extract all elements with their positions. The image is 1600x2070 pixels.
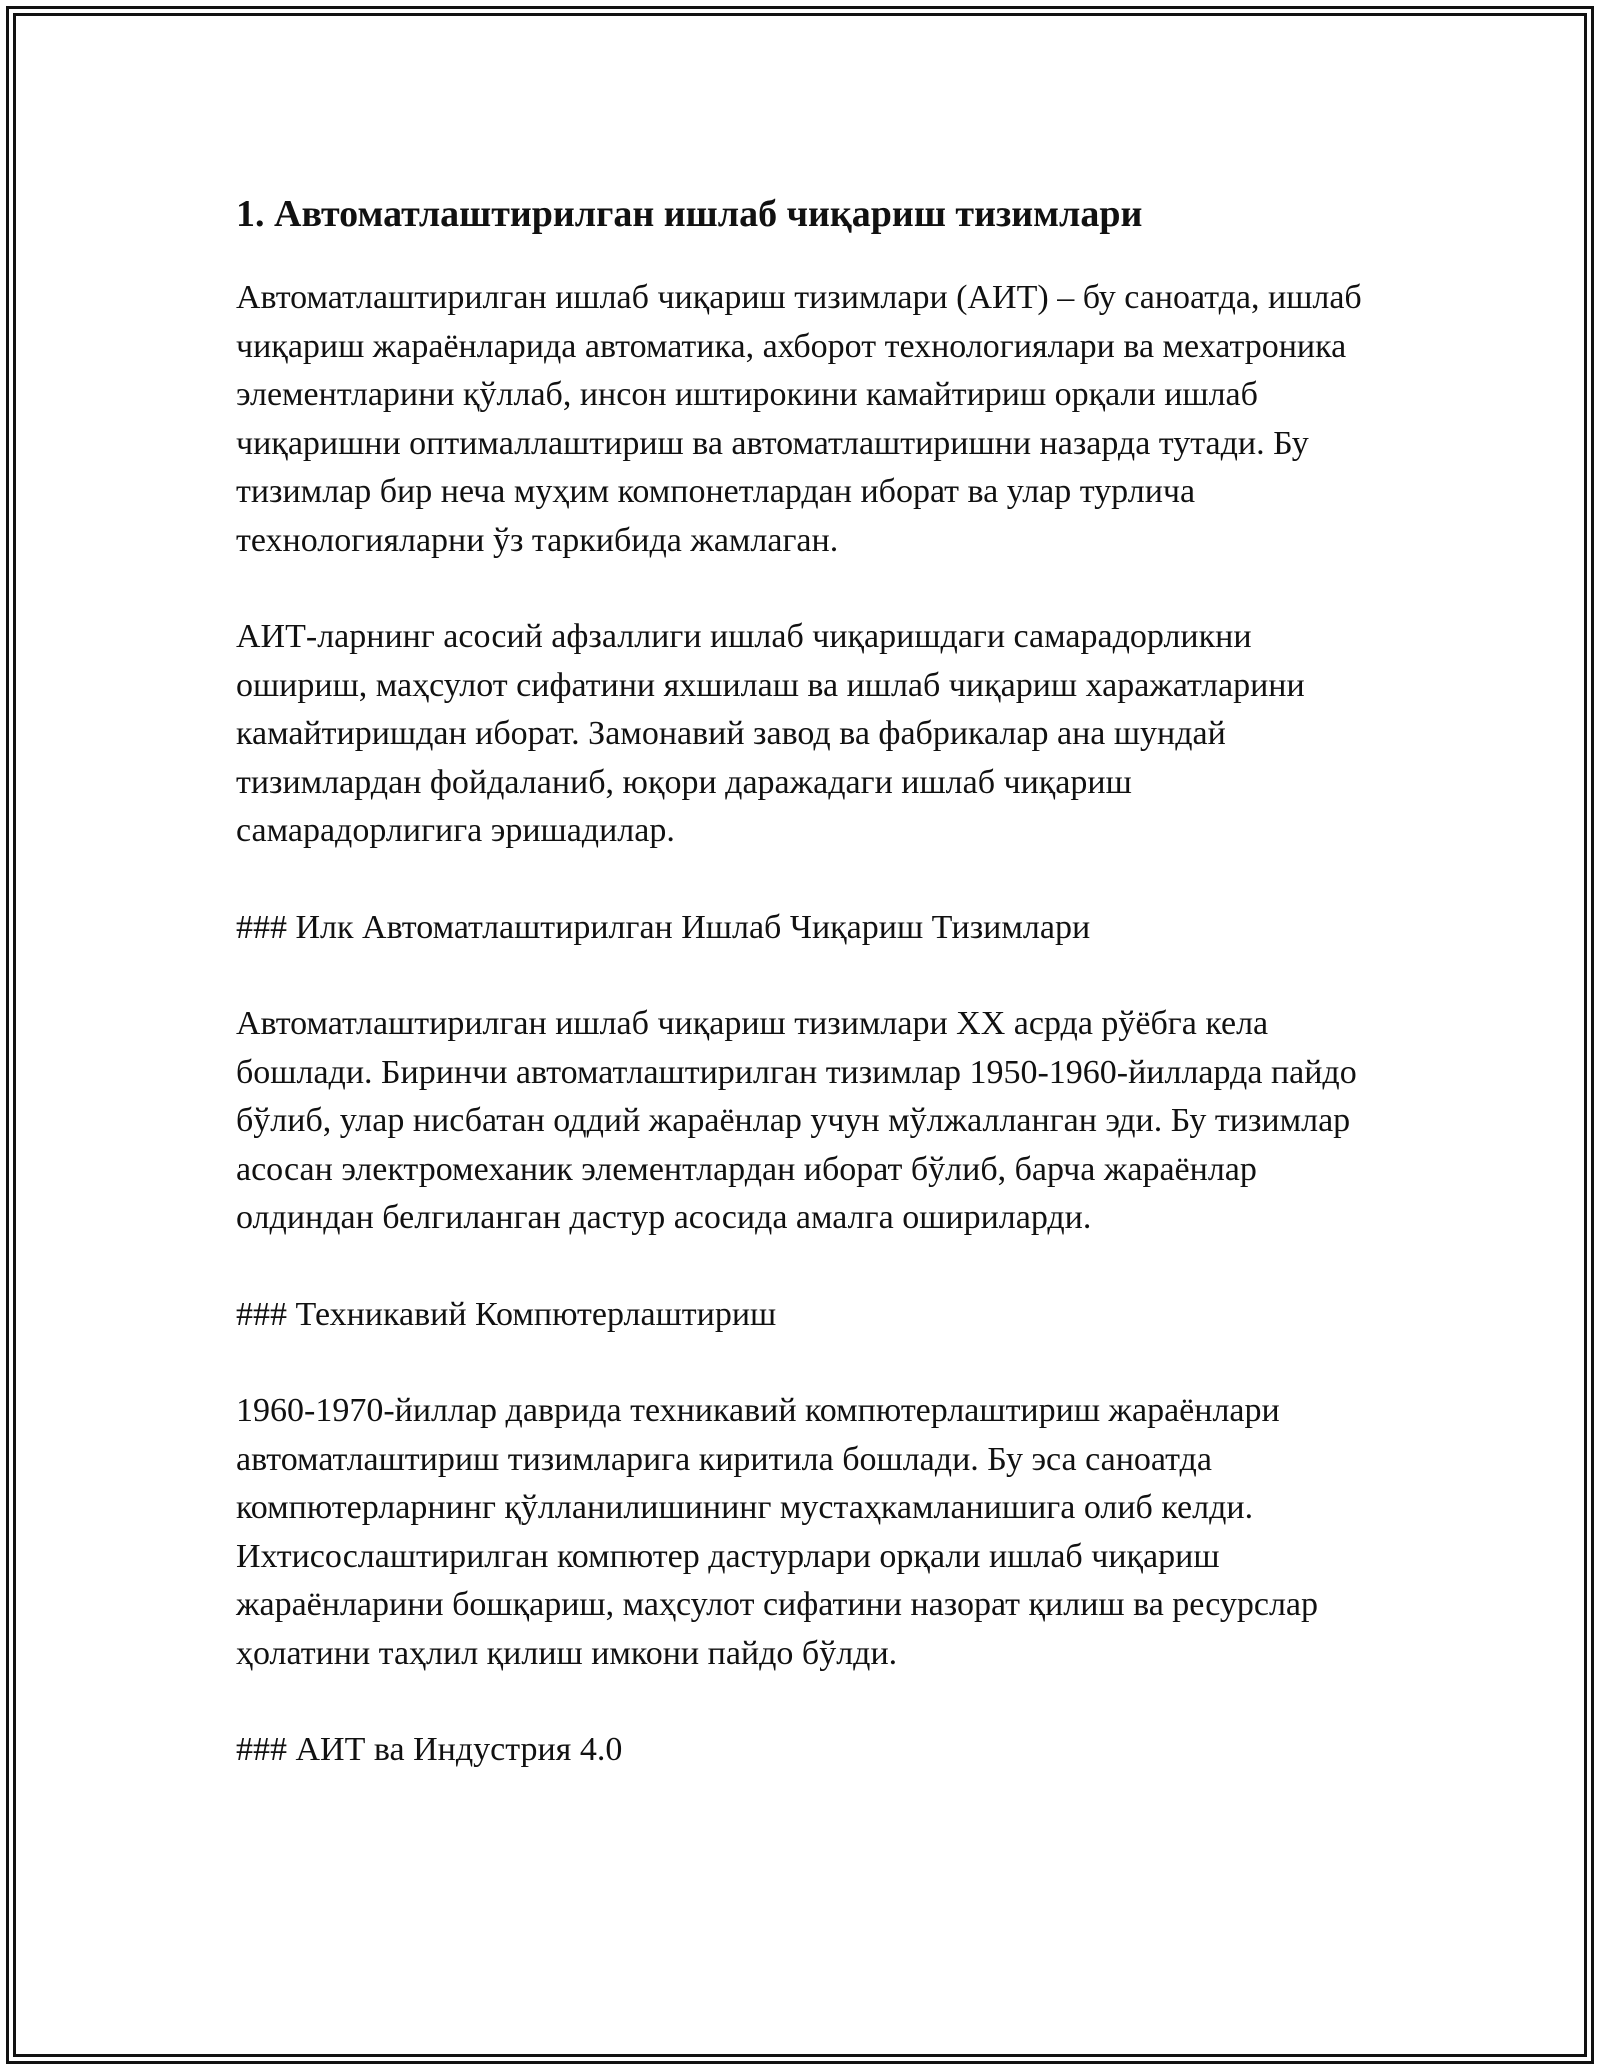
subheading-early-systems: ### Илк Автоматлаштирилган Ишлаб Чиқариш Тизимлари — [236, 908, 1091, 946]
document-title: 1. Автоматлаштирилган ишлаб чиқариш тизимлари — [236, 193, 1143, 235]
paragraph-intro: Автоматлаштирилган ишлаб чиқариш тизимлари (АИТ) – бу саноатда, ишлаб чиқариш жараёнларида автоматика, ахборот технологиялари ва мехатроника элементларини қўллаб, инсон иштирокини камайтириш орқали ишлаб чиқаришни оптималлаштириш ва автоматлаштиришни назарда тутади. Бу тизимлар бир неча муҳим компонетлардан иборат ва улар турлича технологияларни ўз таркибида жамлаган. — [236, 279, 1362, 559]
subheading-computerization: ### Техникавий Компютерлаштириш — [236, 1295, 777, 1333]
document-body — [236, 188, 1386, 1823]
subheading-industry-4: ### АИТ ва Индустрия 4.0 — [236, 1731, 623, 1768]
paragraph-early-systems: Автоматлаштирилган ишлаб чиқариш тизимлари XX асрда рўёбга кела бошлади. Биринчи автоматлаштирилган тизимлар 1950-1960-йилларда пайдо бўлиб, улар нисбатан оддий жараёнлар учун мўлжалланган эди. Бу тизимлар асосан электромеханик элементлардан иборат бўлиб, барча жараёнлар олдиндан белгиланган дастур асосида амалга ошириларди. — [236, 1005, 1357, 1236]
paragraph-computerization: 1960-1970-йиллар даврида техникавий компютерлаштириш жараёнлари автоматлаштириш тизимларига киритила бошлади. Бу эса саноатда компютерларнинг қўлланилишининг мустаҳкамланишига олиб келди. Ихтисослаштирилган компютер дастурлари орқали ишлаб чиқариш жараёнларини бошқариш, маҳсулот сифатини назорат қилиш ва ресурслар ҳолатини таҳлил қилиш имкони пайдо бўлди. — [236, 1392, 1319, 1672]
paragraph-advantages: АИТ-ларнинг асосий афзаллиги ишлаб чиқаришдаги самарадорликни ошириш, маҳсулот сифатини яхшилаш ва ишлаб чиқариш харажатларини камайтиришдан иборат. Замонавий завод ва фабрикалар ана шундай тизимлардан фойдаланиб, юқори даражадаги ишлаб чиқариш самарадорлигига эришадилар. — [236, 618, 1305, 849]
